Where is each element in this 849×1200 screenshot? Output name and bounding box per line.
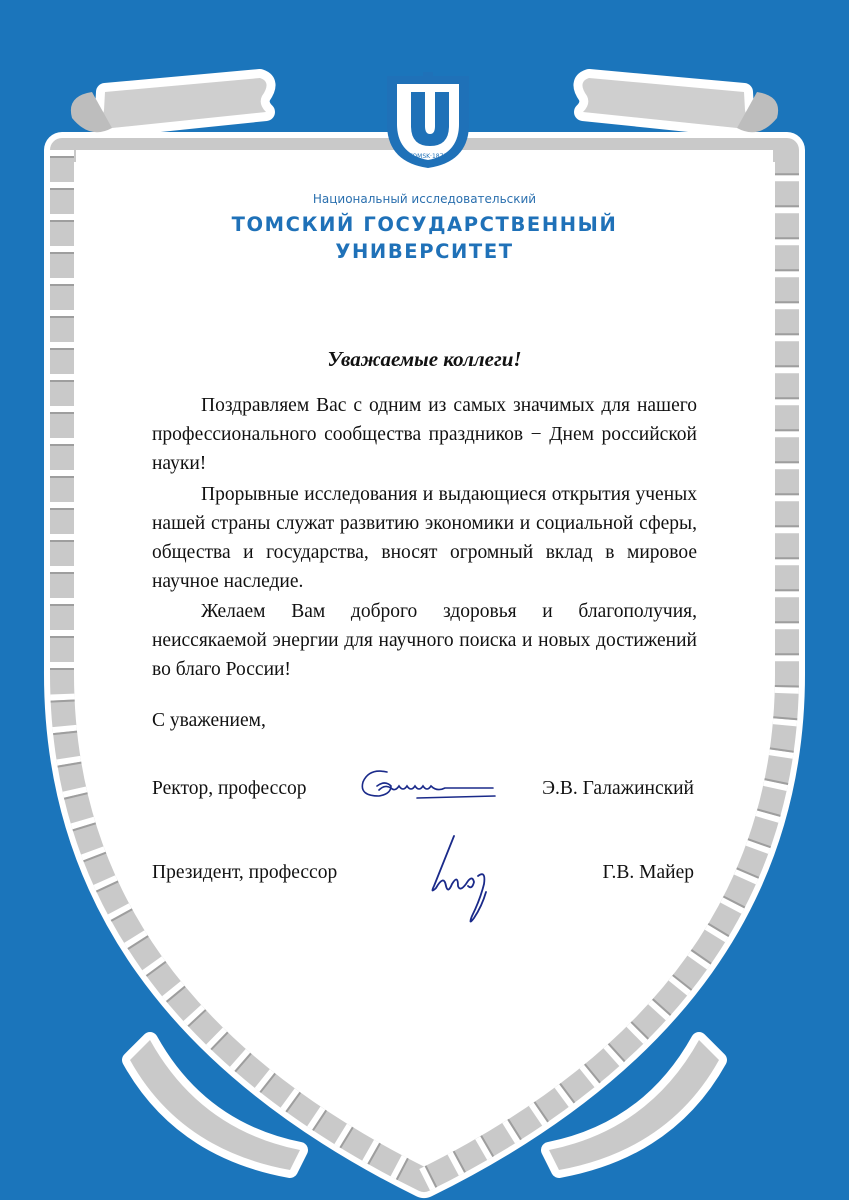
rector-signature [357, 760, 497, 806]
logo-text: TOMSK·1878 [408, 153, 448, 160]
org-name-line2: УНИВЕРСИТЕТ [335, 240, 514, 263]
letter-closing: С уважением, [152, 710, 266, 731]
ribbon-scroll-right [582, 78, 778, 132]
letter-greeting: Уважаемые коллеги! [327, 347, 522, 371]
org-name-line1: ТОМСКИЙ ГОСУДАРСТВЕННЫЙ [231, 213, 618, 236]
signatory-title: Ректор, профессор [152, 778, 307, 799]
signatory-president [152, 862, 694, 888]
signatory-name: Г.В. Майер [602, 862, 694, 883]
tsu-logo [383, 72, 473, 170]
letter-paragraph: Поздравляем Вас с одним из самых значимых для нашего профессионального сообщества праздников − Днем российской науки! [152, 395, 697, 474]
ribbon-scroll-left [71, 78, 267, 132]
org-subtitle: Национальный исследовательский [312, 192, 537, 206]
letter-paragraph: Прорывные исследования и выдающиеся открытия ученых нашей страны служат развитию экономики и социальной сферы, общества и государства, вносят огромный вклад в мировое научное наследие. [152, 484, 697, 592]
signatory-title: Президент, профессор [152, 862, 338, 883]
signatory-name: Э.В. Галажинский [542, 778, 694, 799]
president-signature [424, 826, 494, 934]
letter-paragraph: Желаем Вам доброго здоровья и благополучия, неиссякаемой энергии для научного поиска и новых достижений во благо России! [152, 601, 697, 680]
